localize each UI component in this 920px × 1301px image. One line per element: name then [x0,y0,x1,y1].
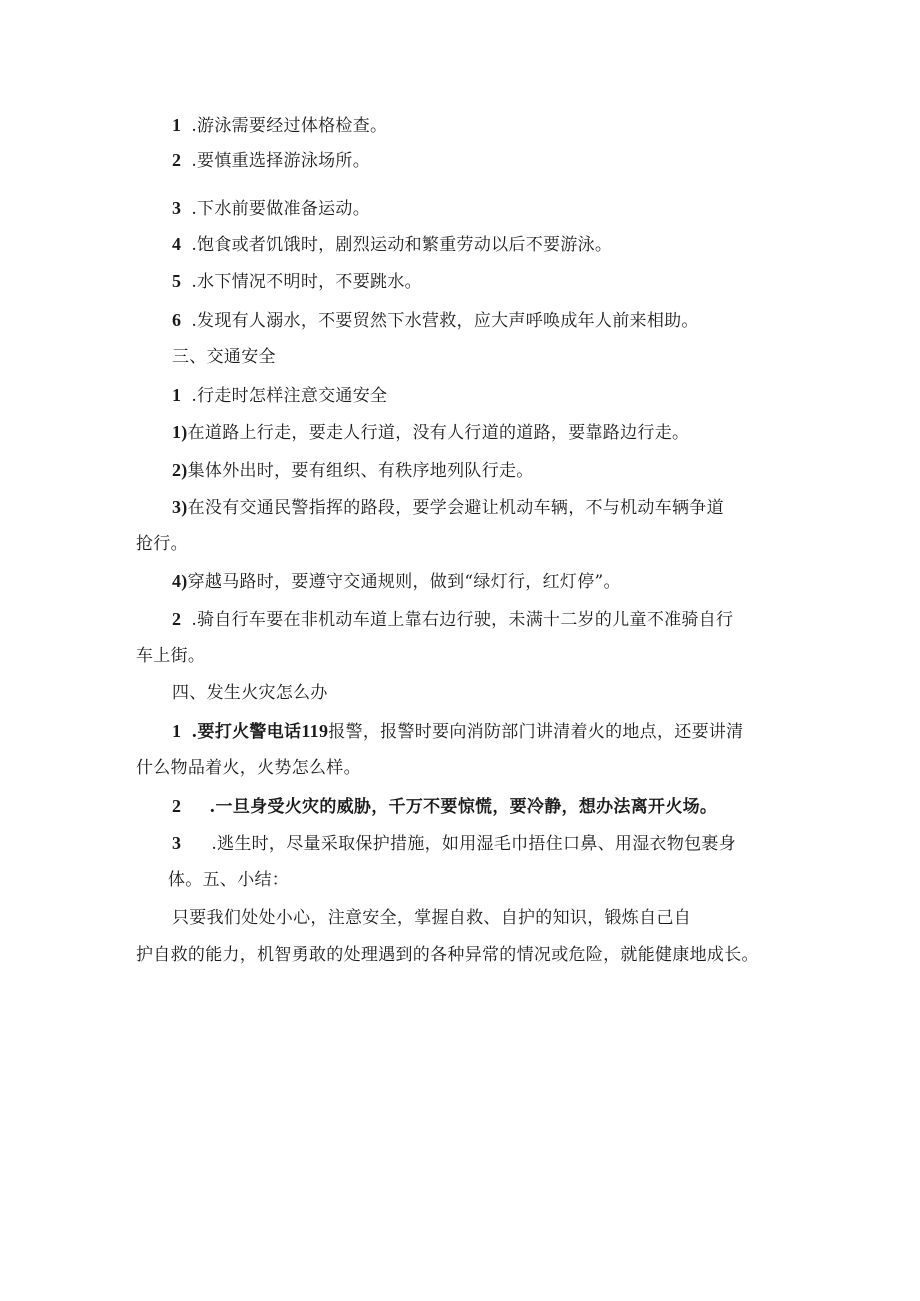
traffic-bike-continuation: 车上街。 [136,646,206,666]
item-text: .要慎重选择游泳场所。 [191,151,371,171]
item-text: 在道路上行走，要走人行道，没有人行道的道路，要靠路边行走。 [187,423,690,443]
item-text: .下水前要做准备运动。 [191,199,371,219]
fire-item-3 [172,832,736,855]
swim-item-1 [172,114,387,137]
item-number: 2) [172,460,188,480]
item-text: .水下情况不明时，不要跳水。 [191,272,422,292]
swim-item-6 [172,309,699,332]
item-number: 3 [172,833,182,853]
item-text: .逃生时，尽量采取保护措施，如用湿毛巾捂住口鼻、用湿衣物包裹身 [211,834,737,854]
item-number: 3) [172,497,188,517]
item-number: 1 [172,385,182,405]
item-text-lead: .要打火警电话 [191,722,302,742]
item-text: 在没有交通民警指挥的路段，要学会避让机动车辆，不与机动车辆争道 [187,498,724,518]
item-text: .发现有人溺水，不要贸然下水营救，应大声呼唤成年人前来相助。 [191,311,699,331]
item-number: 3 [172,198,182,218]
swim-item-5 [172,270,422,293]
item-text: .骑自行车要在非机动车道上靠右边行驶，未满十二岁的儿童不准骑自行 [191,610,734,630]
traffic-subitem-3-continuation: 抢行。 [136,534,188,554]
item-text: .一旦身受火灾的威胁，千万不要惊慌，要冷静，想办法离开火场。 [209,797,718,817]
item-number: 1 [172,721,182,741]
item-number: 4) [172,571,188,591]
summary-line-2: 护自救的能力，机智勇敢的处理遇到的各种异常的情况或危险，就能健康地成长。 [136,945,759,965]
swim-item-3 [172,197,370,220]
item-text: .饱食或者饥饿时，剧烈运动和繁重劳动以后不要游泳。 [191,235,613,255]
item-number: 1 [172,115,182,135]
traffic-subitem-2 [172,459,534,482]
item-text: .游泳需要经过体格检查。 [191,116,388,136]
section-heading-traffic: 三、交通安全 [172,347,276,367]
fire-item-2 [172,795,717,818]
traffic-walk-item [172,384,387,407]
fire-phone-number: 119 [301,721,329,741]
fire-item-1-continuation: 什么物品着火，火势怎么样。 [136,758,361,778]
section-heading-fire: 四、发生火灾怎么办 [172,683,328,703]
item-text: .行走时怎样注意交通安全 [191,386,388,406]
fire-item-1 [172,720,743,743]
item-number: 4 [172,234,182,254]
swim-item-4 [172,233,612,256]
item-number: 1) [172,422,188,442]
item-number: 2 [172,609,182,629]
traffic-bike-item [172,608,733,631]
swim-item-2 [172,149,370,172]
item-number: 6 [172,310,182,330]
traffic-subitem-1 [172,421,689,444]
summary-line-1: 只要我们处处小心，注意安全，掌握自救、自护的知识，锻炼自己自 [172,908,691,928]
item-number: 5 [172,271,182,291]
item-text: 报警，报警时要向消防部门讲清着火的地点，还要讲清 [328,722,744,742]
traffic-subitem-4 [172,570,621,593]
item-text: 穿越马路时，要遵守交通规则，做到“绿灯行，红灯停”。 [187,572,621,592]
fire-item-3-continuation: 体。五、小结： [168,870,290,890]
item-number: 2 [172,150,182,170]
item-number: 2 [172,796,182,816]
traffic-subitem-3 [172,496,724,519]
item-text: 集体外出时，要有组织、有秩序地列队行走。 [187,461,534,481]
